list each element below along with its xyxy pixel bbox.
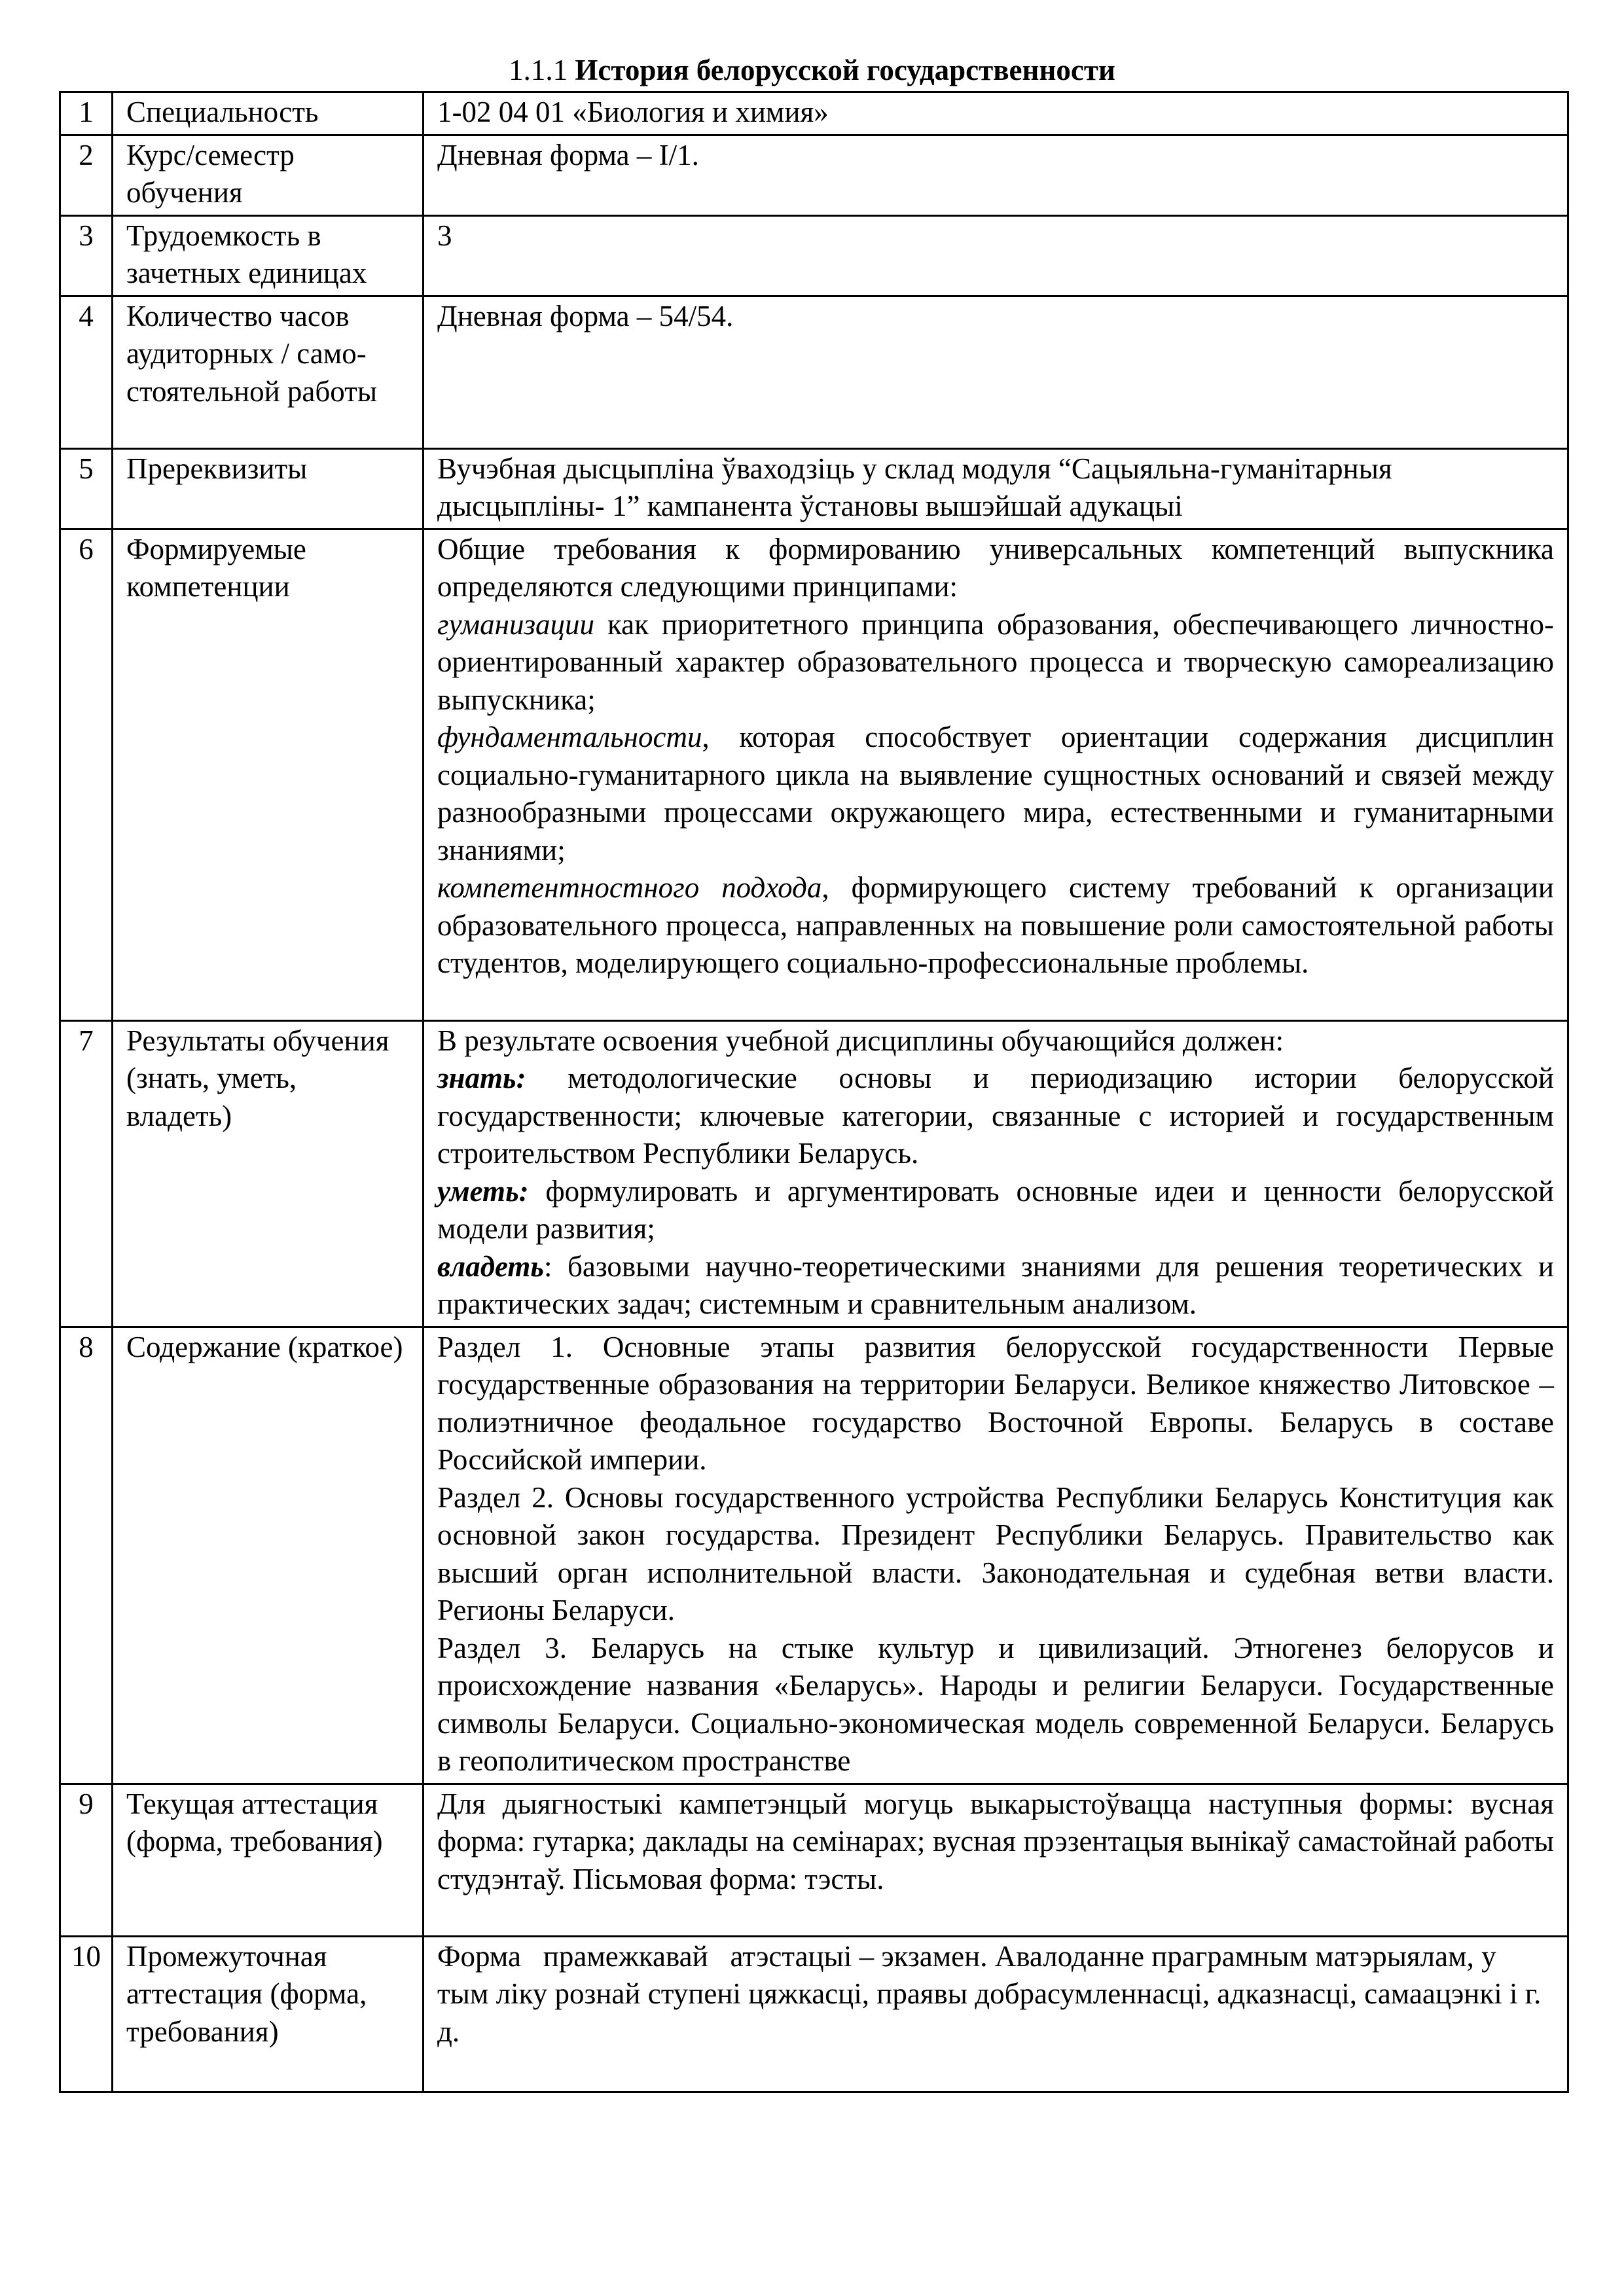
principle-text: , которая способствует ориентации содержания дисциплин социально-гуманитарного цикла на выявление сущностных оснований и связей между разнообразными процессами окружающего мира, естественными и гуманитарными знаниями;: [437, 721, 1554, 867]
row-number: 9: [60, 1784, 113, 1936]
row-content: [424, 1784, 1568, 1936]
row-content: [424, 296, 1568, 448]
principle-paragraph: [437, 606, 1554, 719]
row-name: Текущая аттестация (форма, требования): [113, 1784, 424, 1936]
table-row: [60, 448, 1568, 529]
content-paragraph: Форма прамежкавай атэстацыі – экзамен. Авалоданне праграмным матэрыялам, у тым ліку рознай ступені цяжкасці, праявы добрасумленнасці, адказнасці, самаацэнкі і г. д.: [437, 1939, 1549, 2048]
row-number: 1: [60, 92, 113, 135]
title-number: 1.1.1: [509, 54, 568, 86]
result-paragraph: [437, 1173, 1554, 1248]
row-number: 2: [60, 135, 113, 215]
row-content: [424, 1936, 1568, 2092]
table-row: [60, 1020, 1568, 1327]
table-row: [60, 135, 1568, 215]
table-row: [60, 215, 1568, 296]
content-paragraph: Дневная форма – I/1.: [437, 138, 699, 171]
row-name: Трудоемкость в зачетных единицах: [113, 215, 424, 296]
course-info-table: [59, 91, 1569, 2093]
table-row: [60, 1784, 1568, 1936]
table-row: [60, 92, 1568, 135]
result-text: : базовыми научно-теоретическими знаниями для решения теоретических и практических задач; системным и сравнительным анализом.: [437, 1249, 1554, 1320]
result-paragraph: [437, 1060, 1554, 1173]
row-content: [424, 448, 1568, 529]
row-name: Результаты обучения (знать, уметь, владеть): [113, 1020, 424, 1327]
table-row: [60, 296, 1568, 448]
row-content: [424, 529, 1568, 1020]
principle-paragraph: [437, 719, 1554, 869]
row-content: [424, 1327, 1568, 1784]
row-name: Промежуточная аттестация (форма, требования): [113, 1936, 424, 2092]
document-title: [0, 52, 1624, 88]
row-name: Количество часов аудиторных / само-стоятельной работы: [113, 296, 424, 448]
content-paragraph: Дневная форма – 54/54.: [437, 299, 734, 332]
row-content: [424, 135, 1568, 215]
content-paragraph: 3: [437, 219, 452, 252]
principle-term: компетентностного подхода: [437, 871, 822, 904]
section-paragraph: Раздел 2. Основы государственного устройства Республики Беларусь Конституция как основной закон государства. Президент Республики Беларусь. Правительство как высший орган исполнительной власти. Законодательная и судебная ветви власти. Регионы Беларуси.: [437, 1480, 1554, 1626]
table-row: [60, 1936, 1568, 2092]
content-paragraph: Для дыягностыкі кампетэнцый могуць выкарыстоўвацца наступныя формы: вусная форма: гутарка; даклады на семінарах; вусная прэзентацыя вынікаў самастойнай работы студэнтаў. Пісьмовая форма: тэсты.: [437, 1787, 1554, 1895]
table-row: [60, 1327, 1568, 1784]
row-number: 8: [60, 1327, 113, 1784]
result-term: знать:: [437, 1062, 526, 1094]
title-text: История белорусской государственности: [575, 54, 1115, 86]
principle-paragraph: [437, 869, 1554, 982]
section-paragraph: Раздел 1. Основные этапы развития белорусской государственности Первые государственные образования на территории Беларуси. Великое княжество Литовское – полиэтничное феодальное государство Восточной Европы. Беларусь в составе Российской империи.: [437, 1330, 1554, 1476]
row-number: 4: [60, 296, 113, 448]
results-intro: В результате освоения учебной дисциплины обучающийся должен:: [437, 1024, 1284, 1057]
row-name: Пререквизиты: [113, 448, 424, 529]
row-name: Формируемые компетенции: [113, 529, 424, 1020]
content-paragraph: Вучэбная дысцыпліна ўваходзіць у склад модуля “Сацыяльна-гуманітарныя дысцыпліны- 1” кампанента ўстановы вышэйшай адукацыі: [437, 452, 1392, 522]
table-row: [60, 529, 1568, 1020]
row-number: 5: [60, 448, 113, 529]
row-content: [424, 1020, 1568, 1327]
row-name: Содержание (краткое): [113, 1327, 424, 1784]
principle-term: фундаментальности: [437, 721, 702, 753]
row-number: 6: [60, 529, 113, 1020]
row-number: 10: [60, 1936, 113, 2092]
row-content: [424, 215, 1568, 296]
competencies-intro: Общие требования к формированию универсальных компетенций выпускника определяются следующими принципами:: [437, 532, 1554, 603]
row-name: Курс/семестр обучения: [113, 135, 424, 215]
section-paragraph: Раздел 3. Беларусь на стыке культур и цивилизаций. Этногенез белорусов и происхождение названия «Беларусь». Народы и религии Беларуси. Государственные символы Беларуси. Социально-экономическая модель современной Беларуси. Беларусь в геополитическом пространстве: [437, 1631, 1554, 1777]
row-content: [424, 92, 1568, 135]
row-number: 7: [60, 1020, 113, 1327]
content-paragraph: 1-02 04 01 «Биология и химия»: [437, 96, 829, 128]
result-text: методологические основы и периодизацию истории белорусской государственности; ключевые категории, связанные с историей и государственным строительством Республики Беларусь.: [437, 1062, 1554, 1170]
principle-text: как приоритетного принципа образования, обеспечивающего личностно-ориентированный характер образовательного процесса и творческую самореализацию выпускника;: [437, 607, 1554, 716]
result-paragraph: [437, 1248, 1554, 1323]
row-number: 3: [60, 215, 113, 296]
principle-text: , формирующего систему требований к организации образовательного процесса, направленных на повышение роли самостоятельной работы студентов, моделирующего социально-профессиональные проблемы.: [437, 871, 1555, 979]
result-text: формулировать и аргументировать основные идеи и ценности белорусской модели развития;: [437, 1174, 1554, 1245]
result-term: владеть: [437, 1249, 544, 1283]
result-term: уметь:: [437, 1174, 529, 1208]
principle-term: гуманизации: [437, 607, 595, 641]
row-name: Специальность: [113, 92, 424, 135]
